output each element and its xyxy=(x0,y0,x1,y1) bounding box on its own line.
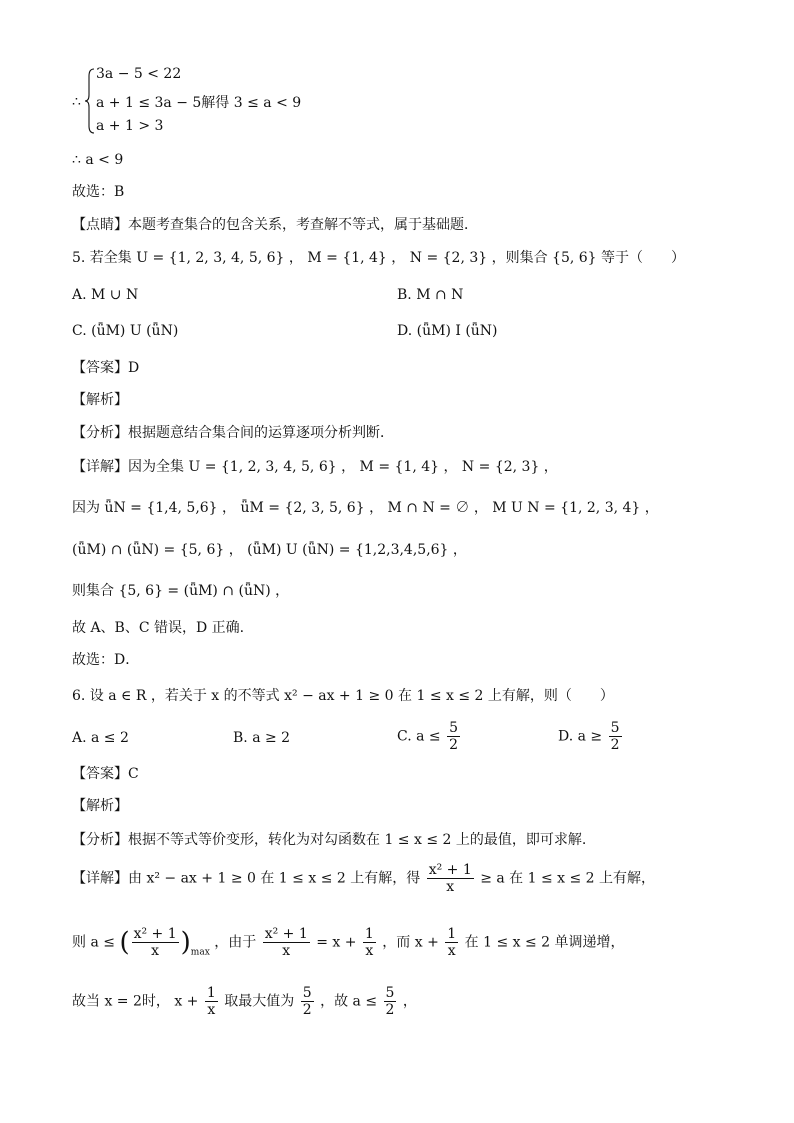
q5-option-d: D. (ǖM) I (ǖN) xyxy=(397,323,498,339)
therefore-symbol: ∴ xyxy=(72,94,81,110)
text: ，由于 xyxy=(214,934,257,951)
text: 【详解】由 x² − ax + 1 ≥ 0 在 1 ≤ x ≤ 2 上有解，得 xyxy=(72,870,421,887)
q5-jiexi: 【解析】 xyxy=(72,392,128,408)
q5-option-b: B. M ∩ N xyxy=(397,287,464,303)
q6-option-c-label: C. a ≤ xyxy=(397,728,441,745)
fraction-denominator: x xyxy=(282,943,291,959)
q6-jiexi: 【解析】 xyxy=(72,798,128,814)
q6-option-d-label: D. a ≥ xyxy=(558,728,603,745)
text: ， xyxy=(402,993,417,1010)
fraction-numerator: x² + 1 xyxy=(133,926,177,942)
fraction-numerator: 1 xyxy=(447,926,457,942)
left-brace xyxy=(85,68,95,134)
fraction-denominator: x xyxy=(365,943,374,959)
q6-option-b: B. a ≥ 2 xyxy=(233,730,291,746)
fraction-denominator: 2 xyxy=(302,1002,312,1018)
q5-fenxi: 【分析】根据题意结合集合间的运算逐项分析判断． xyxy=(72,425,394,441)
fraction xyxy=(132,926,179,959)
q6-stem: 6. 设 a ∈ R ，若关于 x 的不等式 x² − ax + 1 ≥ 0 在 1 ≤ x ≤ 2 上有解，则（ ） xyxy=(72,688,614,704)
q6-xiangjie-line-2: 则 a ≤ ( $\frac{\text{x² + 1}}{x}$ )$_{max}$ ，由于 $\frac{\text{x² + 1}}{x}$ = x + $\frac{1}{x}$ ，而 x + $\frac{1}{x}$ 在 1 ≤ x ≤ 2 单调递增， xyxy=(72,926,625,959)
fraction-denominator: 2 xyxy=(610,737,620,753)
fraction-numerator: 5 xyxy=(385,985,395,1001)
fraction-numerator: 5 xyxy=(610,720,620,736)
q6-option-a: A. a ≤ 2 xyxy=(72,730,129,746)
q6-xiangjie-line-3 xyxy=(72,985,417,1018)
fraction xyxy=(363,926,376,959)
q6-option-d xyxy=(558,720,624,753)
fraction xyxy=(447,720,460,753)
q6-option-c xyxy=(397,720,462,753)
fraction-denominator: x xyxy=(151,943,160,959)
fraction-denominator: x xyxy=(207,1002,216,1018)
fraction-numerator: x² + 1 xyxy=(264,926,308,942)
fraction-denominator: 2 xyxy=(449,737,459,753)
text: 故当 x = 2时， x + xyxy=(72,993,199,1010)
fraction xyxy=(384,985,397,1018)
text: ，而 x + xyxy=(382,934,439,951)
fraction xyxy=(609,720,622,753)
fraction-numerator: 1 xyxy=(364,926,374,942)
q5-option-c: C. (ǖM) U (ǖN) xyxy=(72,323,179,339)
q5-step-2: 因为 ǖN = {1,4, 5,6} ， ǖM = {2, 3, 5, 6} ， M ∩ N = ∅ ， M U N = {1, 2, 3, 4} ， xyxy=(72,500,659,516)
q5-step-3: (ǖM) ∩ (ǖN) = {5, 6} ， (ǖM) U (ǖN) = {1,2,3,4,5,6} ， xyxy=(72,542,467,558)
q5-xiangjie: 【详解】因为全集 U = {1, 2, 3, 4, 5, 6} ， M = {1, 4} ， N = {2, 3} ， xyxy=(72,459,558,475)
q5-pick: 故选：D． xyxy=(72,652,140,668)
fraction xyxy=(427,862,474,895)
fraction-denominator: x xyxy=(446,879,455,895)
q6-fenxi: 【分析】根据不等式等价变形，转化为对勾函数在 1 ≤ x ≤ 2 上的最值，即可求解. xyxy=(72,832,587,848)
text: 在 1 ≤ x ≤ 2 单调递增， xyxy=(464,934,625,951)
system-row-2: a + 1 ≤ 3a − 5解得 3 ≤ a < 9 xyxy=(96,95,302,111)
inequality-system xyxy=(72,66,332,138)
fraction xyxy=(445,926,458,959)
fraction-numerator: 5 xyxy=(302,985,312,1001)
fraction xyxy=(205,985,218,1018)
q6-answer: 【答案】C xyxy=(72,766,139,782)
q6-xiangjie-line-1 xyxy=(72,862,655,895)
max-subscript: max xyxy=(190,947,210,958)
q5-step-4: 则集合 {5, 6} = (ǖM) ∩ (ǖN) ， xyxy=(72,583,290,599)
text: ≥ a 在 1 ≤ x ≤ 2 上有解， xyxy=(480,870,656,887)
fraction-numerator: 1 xyxy=(206,985,216,1001)
answer-choice-line: 故选：B xyxy=(72,184,125,200)
text: 则 a ≤ xyxy=(72,934,115,951)
conclusion-line: ∴ a < 9 xyxy=(72,152,124,168)
q5-step-5: 故 A、B、C 错误，D 正确. xyxy=(72,620,245,636)
system-row-1: 3a − 5 < 22 xyxy=(96,66,182,82)
fraction-numerator: 5 xyxy=(449,720,459,736)
dianjing-note: 【点睛】本题考查集合的包含关系，考查解不等式，属于基础题． xyxy=(72,217,478,233)
q5-option-a: A. M ∪ N xyxy=(72,287,139,303)
system-row-3: a + 1 > 3 xyxy=(96,118,164,134)
fraction-numerator: x² + 1 xyxy=(428,862,472,878)
text: = x + xyxy=(316,934,357,951)
q5-stem: 5. 若全集 U = {1, 2, 3, 4, 5, 6} ， M = {1, 4} ， N = {2, 3} ，则集合 {5, 6} 等于（ ） xyxy=(72,250,686,266)
q5-answer: 【答案】D xyxy=(72,360,140,376)
fraction xyxy=(301,985,314,1018)
text: ，故 a ≤ xyxy=(320,993,378,1010)
text: 取最大值为 xyxy=(224,993,295,1010)
fraction xyxy=(263,926,310,959)
fraction-denominator: 2 xyxy=(385,1002,395,1018)
fraction-denominator: x xyxy=(447,943,456,959)
